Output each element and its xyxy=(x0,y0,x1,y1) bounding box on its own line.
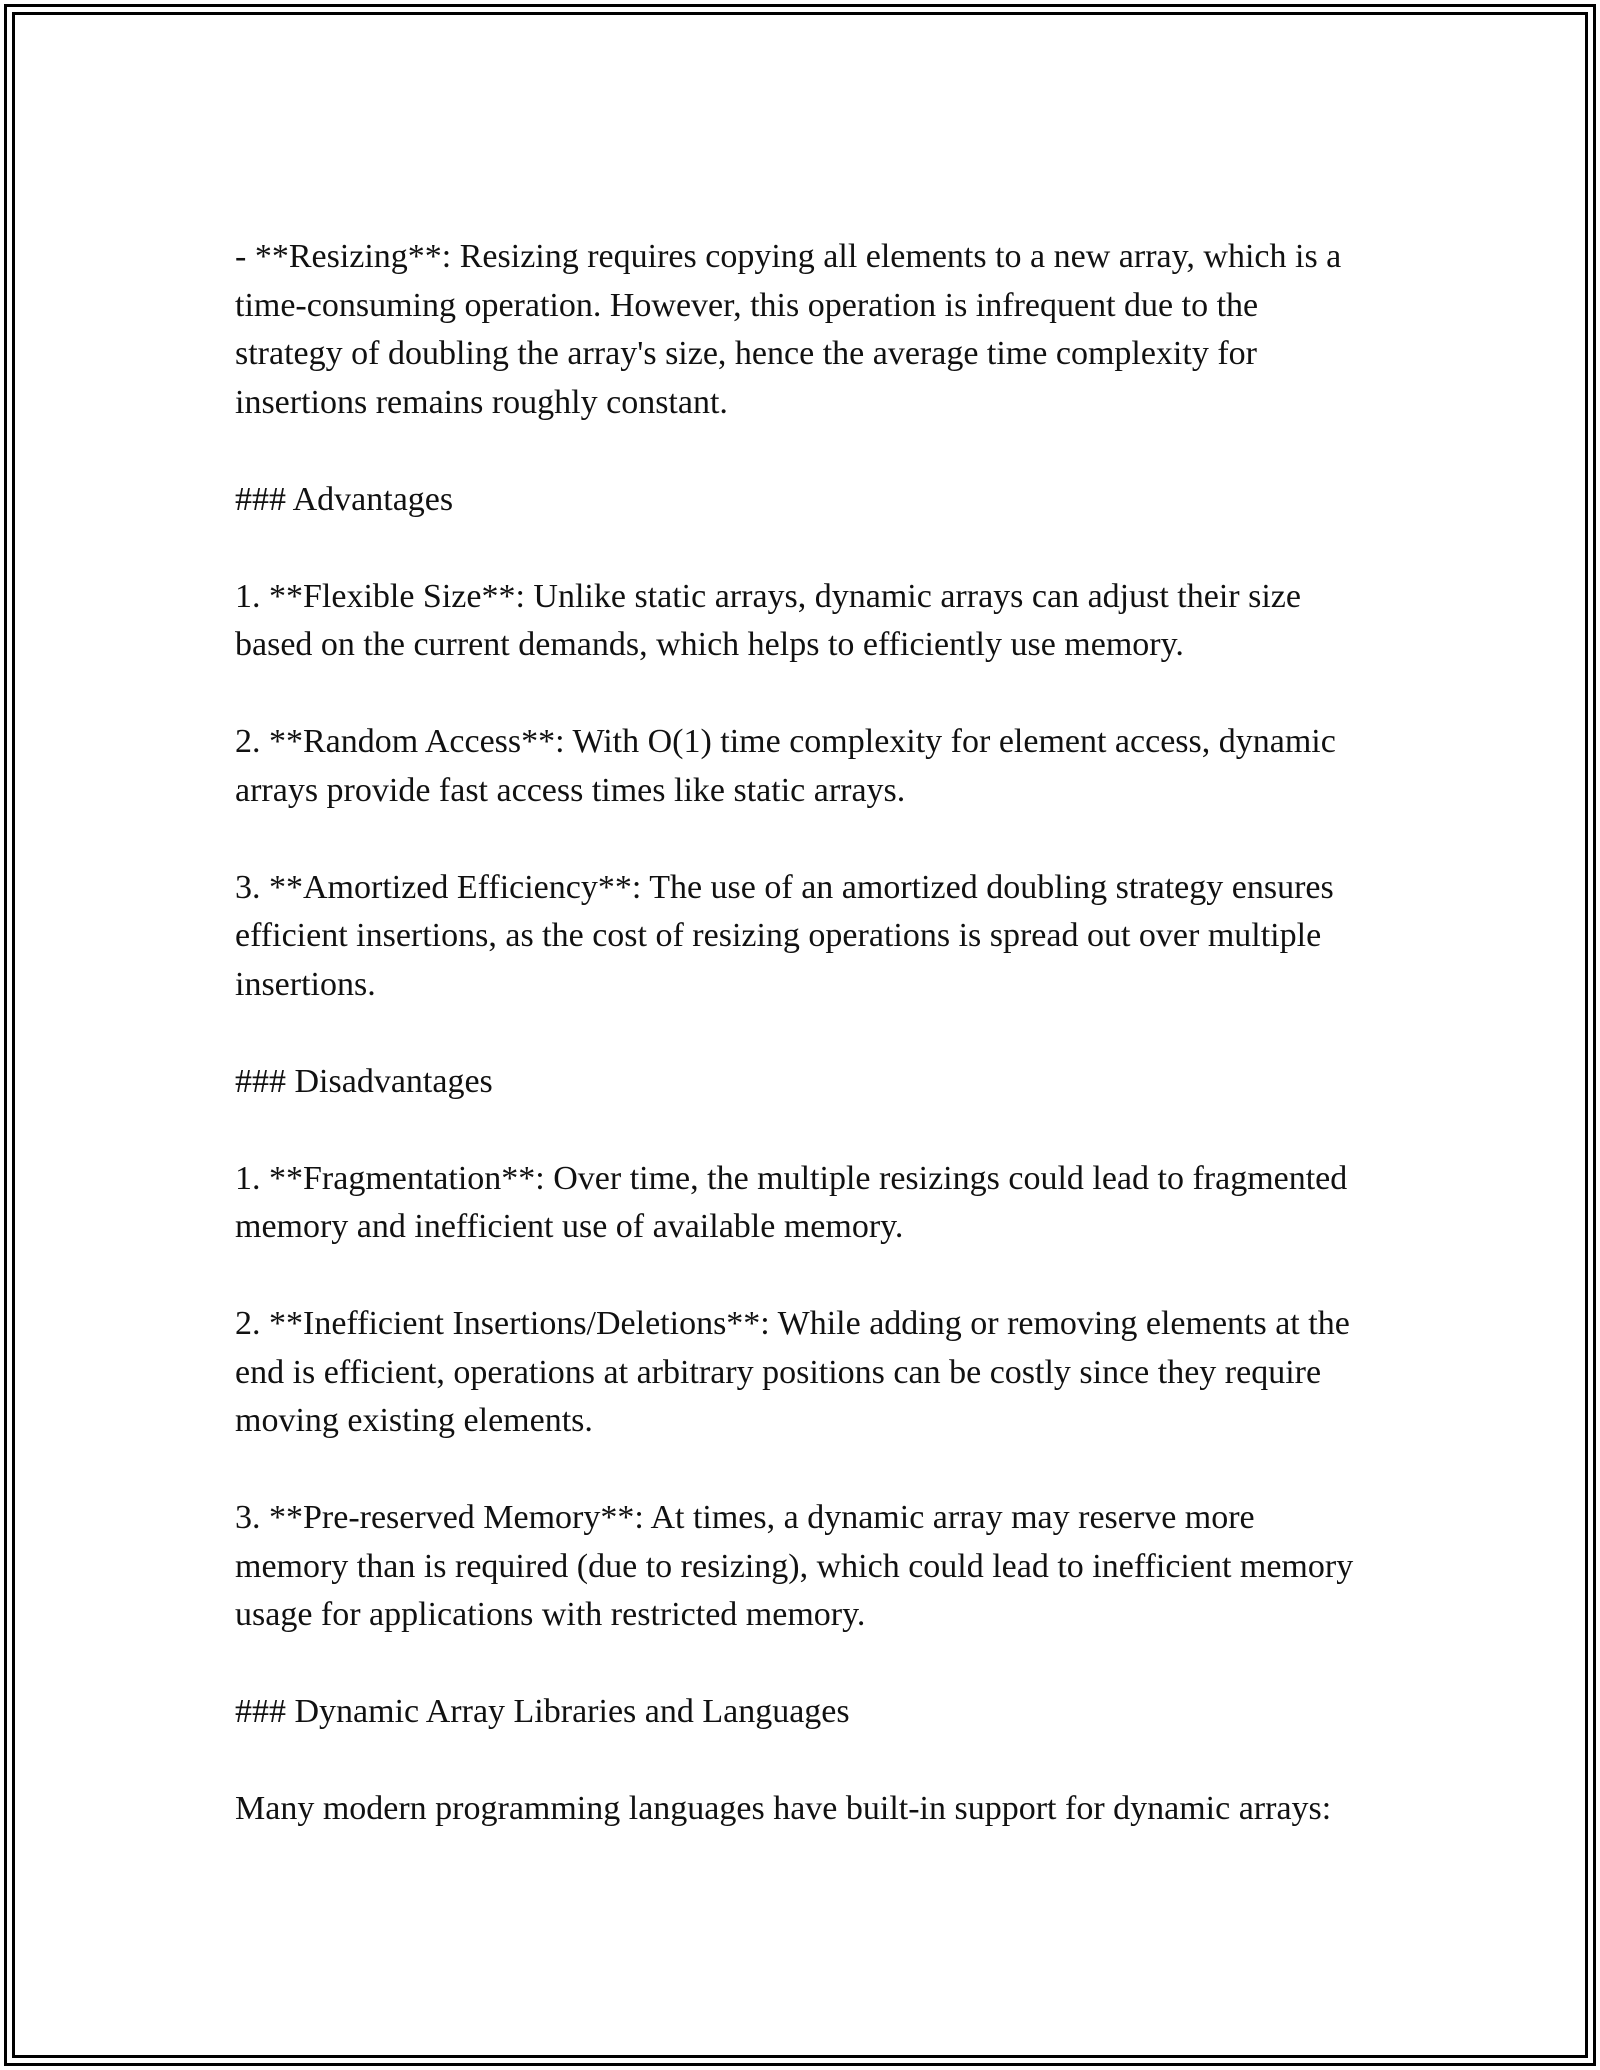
resizing-bullet: - **Resizing**: Resizing requires copying all elements to a new array, which is a time-consuming operation. However, this operation is infrequent due to the strategy of doubling the array's size, hence the average time complexity for insertions remains roughly constant. xyxy=(235,238,1342,421)
disadvantage-item-3: 3. **Pre-reserved Memory**: At times, a dynamic array may reserve more memory than is required (due to resizing), which could lead to inefficient memory usage for applications with restricted memory. xyxy=(235,1499,1354,1633)
advantage-item-3: 3. **Amortized Efficiency**: The use of an amortized doubling strategy ensures efficient insertions, as the cost of resizing operations is spread out over multiple insertions. xyxy=(235,868,1334,1003)
advantage-item-1: 1. **Flexible Size**: Unlike static arrays, dynamic arrays can adjust their size based on the current demands, which helps to efficiently use memory. xyxy=(235,577,1301,663)
document-body xyxy=(235,233,1365,1834)
heading-libraries-languages: ### Dynamic Array Libraries and Languages xyxy=(235,1693,850,1730)
advantage-item-2: 2. **Random Access**: With O(1) time complexity for element access, dynamic arrays provide fast access times like static arrays. xyxy=(235,723,1336,809)
disadvantage-item-2: 2. **Inefficient Insertions/Deletions**: While adding or removing elements at the end is efficient, operations at arbitrary positions can be costly since they require moving existing elements. xyxy=(235,1305,1350,1439)
heading-disadvantages: ### Disadvantages xyxy=(235,1062,493,1100)
heading-advantages: ### Advantages xyxy=(235,480,454,518)
disadvantage-item-1: 1. **Fragmentation**: Over time, the multiple resizings could lead to fragmented memory and inefficient use of available memory. xyxy=(235,1159,1348,1245)
closing-paragraph: Many modern programming languages have built-in support for dynamic arrays: xyxy=(235,1790,1332,1827)
